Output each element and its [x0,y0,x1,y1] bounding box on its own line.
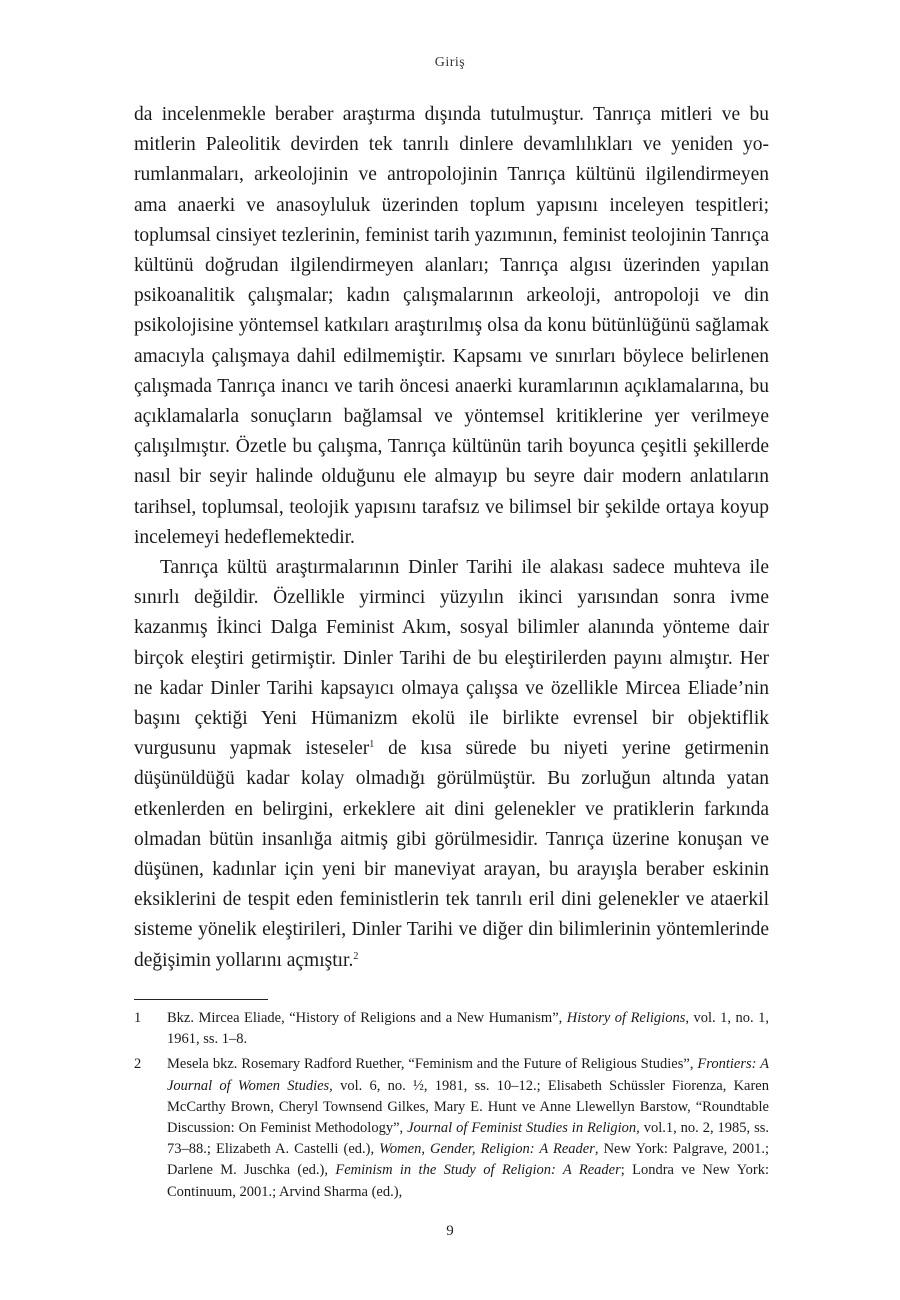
footnote-ref-2[interactable]: 2 [353,950,359,962]
footnote-text [167,1054,769,1202]
footnote-text-segment: , New York: Palgrave, 2001.; Darlene M. Juschka (ed.), [167,1141,770,1179]
footnote-title-italic: History of Religions, [566,1010,689,1026]
page-number: 9 [446,1223,454,1239]
footnote-ref-1[interactable]: 1 [369,739,375,751]
footnote-title-italic: Feminism in the Study of Religion: A Reader [335,1162,621,1179]
footnote-title-italic: Journal of Feminist Studies in Religion, [407,1120,640,1137]
footnote-text-segment: Mesela bkz. Rosemary Radford Ruether, “Feminism and the Future of Religious Studies”, [167,1056,698,1073]
paragraph-2-text-a: Tanrıça kültü araştırmalarının Dinler Tarihi ile alakası sadece muhteva ile sınırlı değildir. Özellikle yirminci yüzyılın ikinci yarısından sonra ivme kazanmış İkinci Dalga Feminist Akım, sosyal bilimler alanında yönteme dair birçok eleştiri getirmiştir. Dinler Tarihi de bu eleştirilerden payını almıştır. Her ne kadar Dinler Tarihi kapsayıcı olmaya çalışsa ve özellikle Mircea Eliade’nin başını çektiği Yeni Hümanizm ekolü ile birlikte evrensel bir objektiflik vurgusunu yapmak isteseler [134,557,769,760]
footnote-text-segment: vol. 6, no. ½, 1981, ss. 10–12.; Elisabeth Schüssler Fiorenza, Karen McCarthy Brown, Cheryl Townsend Gilkes, Mary E. Hunt ve Anne Llewellyn Barstow, “Roundtable Discussion: On Feminist Methodology”, [167,1077,769,1137]
paragraph-1: da incelenmekle beraber araştırma dışında tutulmuştur. Tanrıça mitleri ve bu mitlerin Paleolitik devirden tek tanrılı dinlere devamlılıkları ve yeniden yorumlanmaları, arkeolojinin ve antropolojinin Tanrıça kültünü ilgilendirmeyen ama anaerki ve anasoyluluk üzerinden toplum yapısını inceleyen tespitleri; toplumsal cinsiyet tezlerinin, feminist tarih yazımının, feminist teolojinin Tanrıça kültünü doğrudan ilgilendirmeyen alanları; Tanrıça algısı üzerinden yapılan psikoanalitik çalışmalar; kadın çalışmalarının arkeoloji, antropoloji ve din psikolojisine yöntemsel katkıları araştırılmış olsa da konu bütünlüğünü sağlamak amacıyla çalışmaya dahil edilmemiştir. Kapsamı ve sınırları böylece belirlenen çalışmada Tanrıça inancı ve tarih öncesi anaerki kuramlarının açıklamalarına, bu açıklamalarla sonuçların bağlamsal ve yöntemsel kritiklerine yer verilmeye çalışılmıştır. Özetle bu çalışma, Tanrıça kültünün tarih boyunca çeşitli şekillerde nasıl bir seyir halinde olduğunu ele almayıp bu seyre dair modern anlatıların tarihsel, toplumsal, teolojik yapısını tarafsız ve bilimsel bir şekilde ortaya koyup incelemeyi hedeflemektedir. [134,104,769,548]
body-text [134,100,769,976]
paragraph-2 [134,553,769,976]
footnote-text-segment: ; Londra ve New York: Continuum, 2001.; Arvind Sharma (ed.), [167,1162,769,1200]
footnote-title-italic: Frontiers: A Journal of Women Studies, [167,1056,769,1094]
footnote-2 [134,1054,769,1202]
footnote-1 [134,1008,769,1050]
footnote-text-segment: vol. 1, no. 1, 1961, ss. 1–8. [167,1010,770,1048]
footnote-separator [134,999,268,1000]
footnotes [134,1008,769,1207]
footnote-text-segment: Bkz. Mircea Eliade, “History of Religions and a New Humanism”, [167,1010,567,1026]
footnote-number: 2 [134,1056,142,1073]
running-head: Giriş [434,55,466,70]
footnote-number: 1 [134,1010,142,1026]
footnote-text-segment: vol.1, no. 2, 1985, ss. 73–88.; Elizabeth A. Castelli (ed.), [167,1120,769,1158]
paragraph-2-text-b: de kısa sürede bu niyeti yerine getirmenin düşünüldüğü kadar kolay olmadığı görülmüştür. Bu zorluğun altında yatan etkenlerden en belirgini, erkeklere ait dini gelenekler ve pratiklerin farkında olmadan bütün insanlığa aitmiş gibi görülmesidir. Tanrıça üzerine konuşan ve düşünen, kadınlar için yeni bir maneviyat arayan, bu arayışla beraber eskinin eksiklerini de tespit eden feministlerin tek tanrılı eril dini gelenekler ve ataerkil sisteme yönelik eleştirileri, Dinler Tarihi ve diğer din bilimlerinin yöntemlerinde değişimin yollarını açmıştır. [134,738,769,971]
footnote-title-italic: Women, Gender, Religion: A Reader [379,1141,595,1158]
footnote-text [167,1008,769,1050]
